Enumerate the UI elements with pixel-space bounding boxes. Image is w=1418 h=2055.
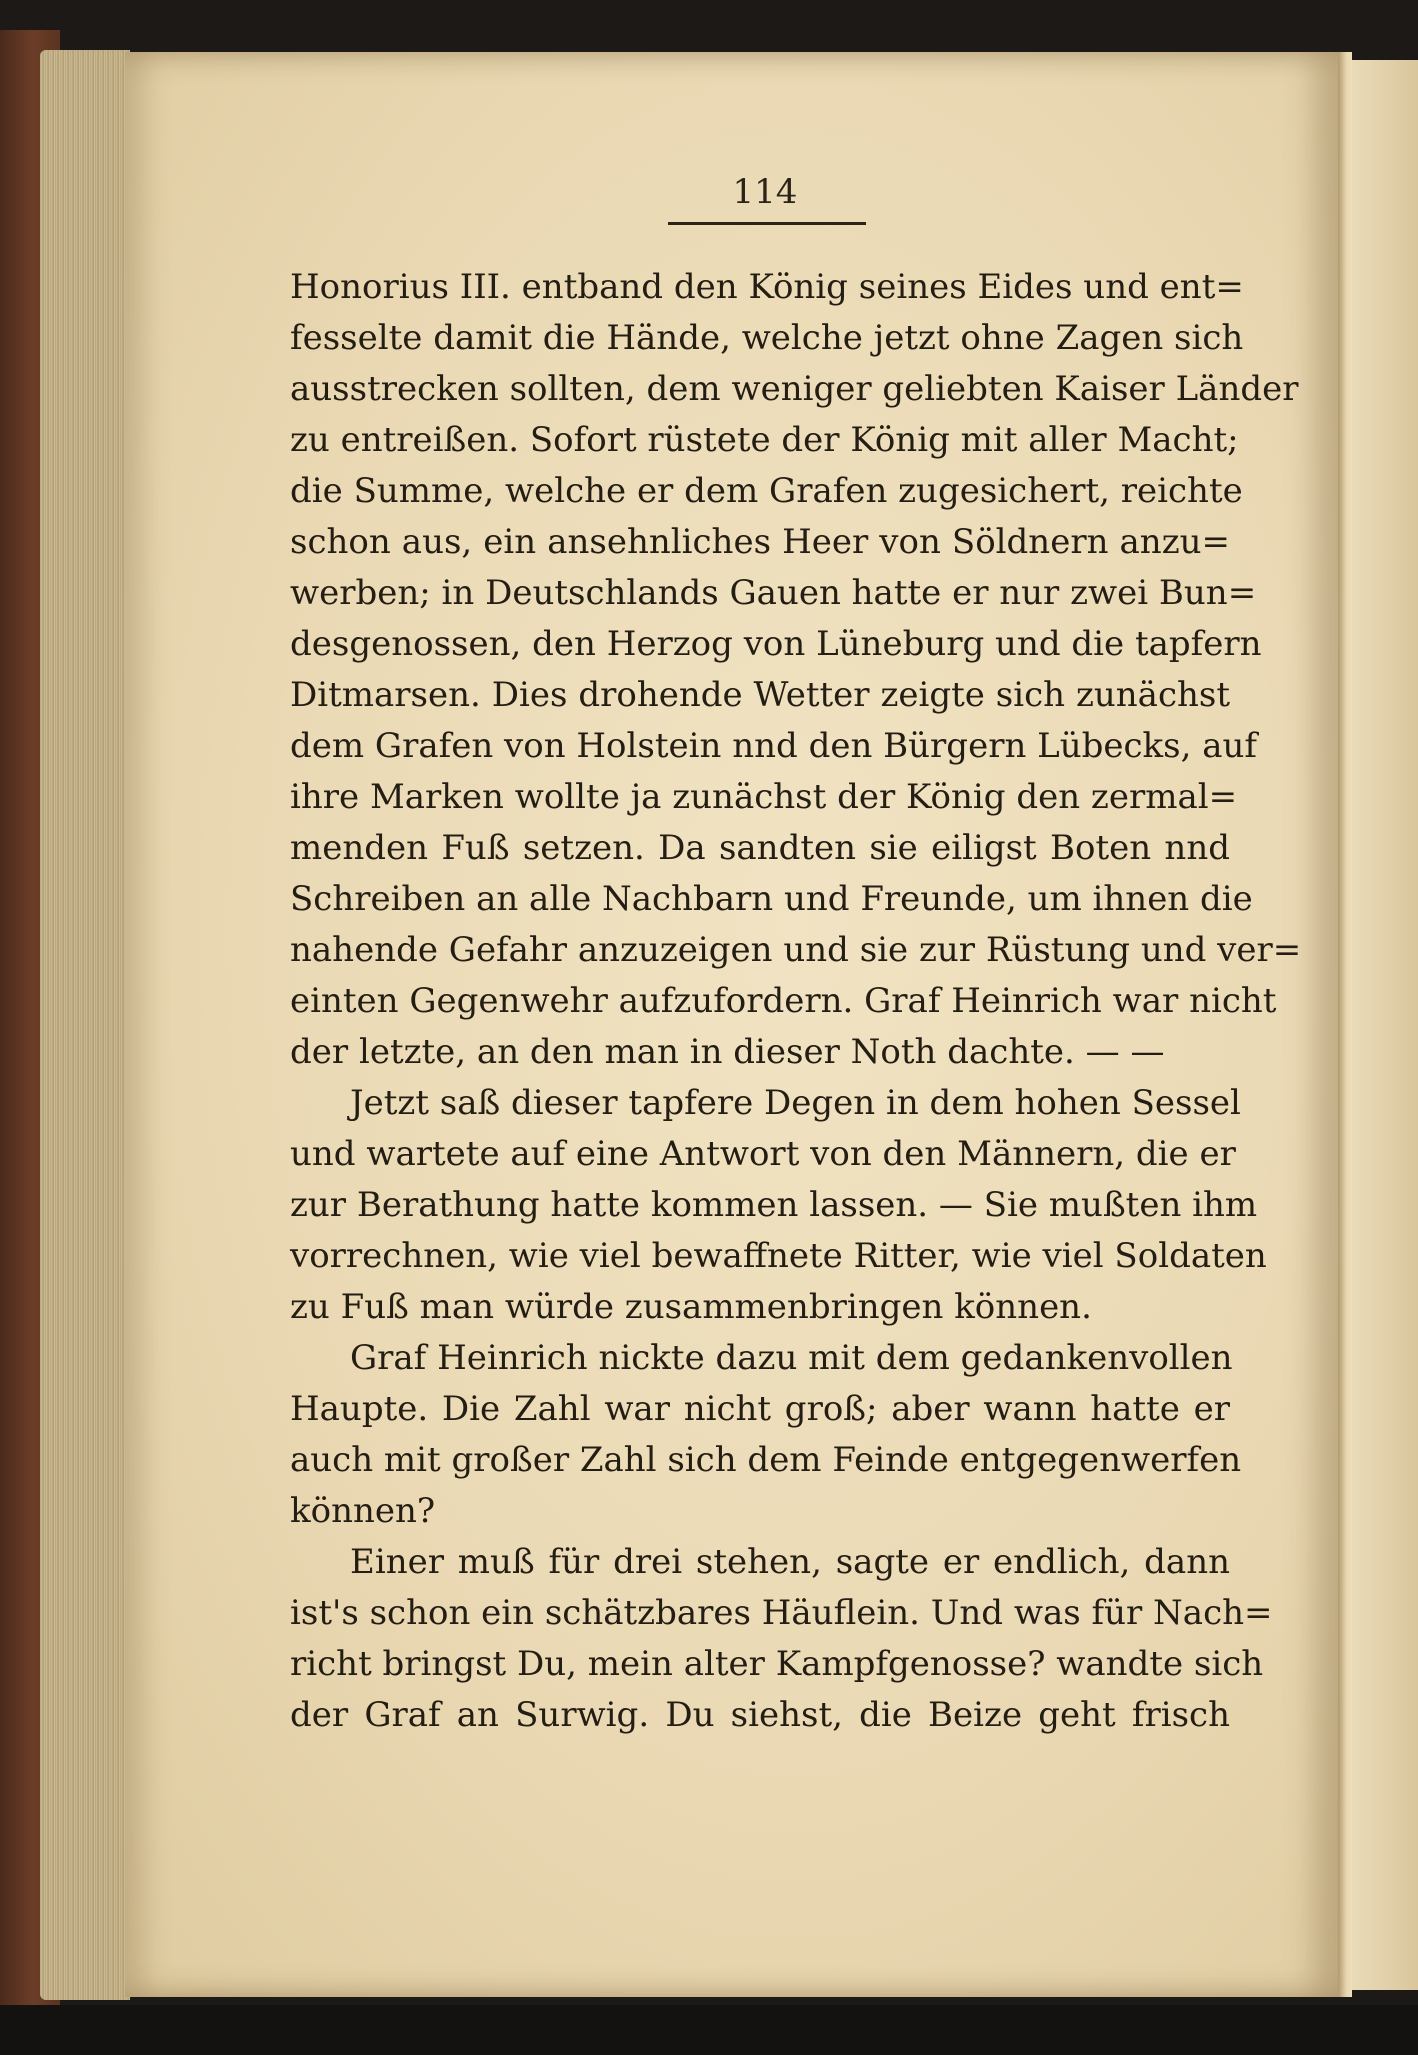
text-line: ihre Marken wollte ja zunächst der König den zermal= [290, 777, 1238, 817]
header-rule [668, 222, 866, 225]
text-line: Graf Heinrich nickte dazu mit dem gedankenvollen [350, 1338, 1233, 1378]
facing-page-edge [1352, 60, 1418, 1990]
text-line: Einer muß für drei stehen, sagte er endlich, dann [350, 1542, 1230, 1582]
text-line: können? [290, 1491, 436, 1531]
text-line: menden Fuß setzen. Da sandten sie eiligst Boten nnd [290, 828, 1230, 868]
text-line: zur Berathung hatte kommen lassen. — Sie mußten ihm [290, 1185, 1258, 1225]
page-number: 114 [732, 172, 798, 212]
text-line: zu Fuß man würde zusammenbringen können. [290, 1287, 1092, 1327]
text-line: dem Grafen von Holstein nnd den Bürgern Lübecks, auf [290, 726, 1257, 766]
text-line: der Graf an Surwig. Du siehst, die Beize geht frisch [290, 1695, 1230, 1735]
text-line: der letzte, an den man in dieser Noth dachte. — — [290, 1032, 1165, 1072]
scan-bottom-border [0, 2005, 1418, 2055]
text-line: werben; in Deutschlands Gauen hatte er nur zwei Bun= [290, 573, 1257, 613]
text-line: ausstrecken sollten, dem weniger geliebten Kaiser Länder [290, 369, 1299, 409]
text-line: ist's schon ein schätzbares Häuflein. Und was für Nach= [290, 1593, 1273, 1633]
text-line: Ditmarsen. Dies drohende Wetter zeigte sich zunächst [290, 675, 1230, 715]
text-line: zu entreißen. Sofort rüstete der König mit aller Macht; [290, 420, 1239, 460]
text-line: vorrechnen, wie viel bewaffnete Ritter, wie viel Soldaten [290, 1236, 1267, 1276]
text-line: Jetzt saß dieser tapfere Degen in dem hohen Sessel [350, 1083, 1241, 1123]
text-line: nahende Gefahr anzuzeigen und sie zur Rüstung und ver= [290, 930, 1302, 970]
text-line: und wartete auf eine Antwort von den Männern, die er [290, 1134, 1236, 1174]
book-gutter [1338, 52, 1352, 1997]
text-line: Haupte. Die Zahl war nicht groß; aber wann hatte er [290, 1389, 1230, 1429]
text-line: desgenossen, den Herzog von Lüneburg und die tapfern [290, 624, 1262, 664]
text-line: einten Gegenwehr aufzufordern. Graf Heinrich war nicht [290, 981, 1277, 1021]
body-text [290, 262, 1302, 1741]
text-line: Schreiben an alle Nachbarn und Freunde, um ihnen die [290, 879, 1253, 919]
page-edges-stack [40, 50, 130, 2000]
text-line: die Summe, welche er dem Grafen zugesichert, reichte [290, 471, 1243, 511]
text-line: Honorius III. entband den König seines Eides und ent= [290, 267, 1244, 307]
text-line: schon aus, ein ansehnliches Heer von Söldnern anzu= [290, 522, 1230, 562]
text-line: auch mit großer Zahl sich dem Feinde entgegenwerfen [290, 1440, 1242, 1480]
text-line: richt bringst Du, mein alter Kampfgenosse? wandte sich [290, 1644, 1264, 1684]
text-line: fesselte damit die Hände, welche jetzt ohne Zagen sich [290, 318, 1244, 358]
